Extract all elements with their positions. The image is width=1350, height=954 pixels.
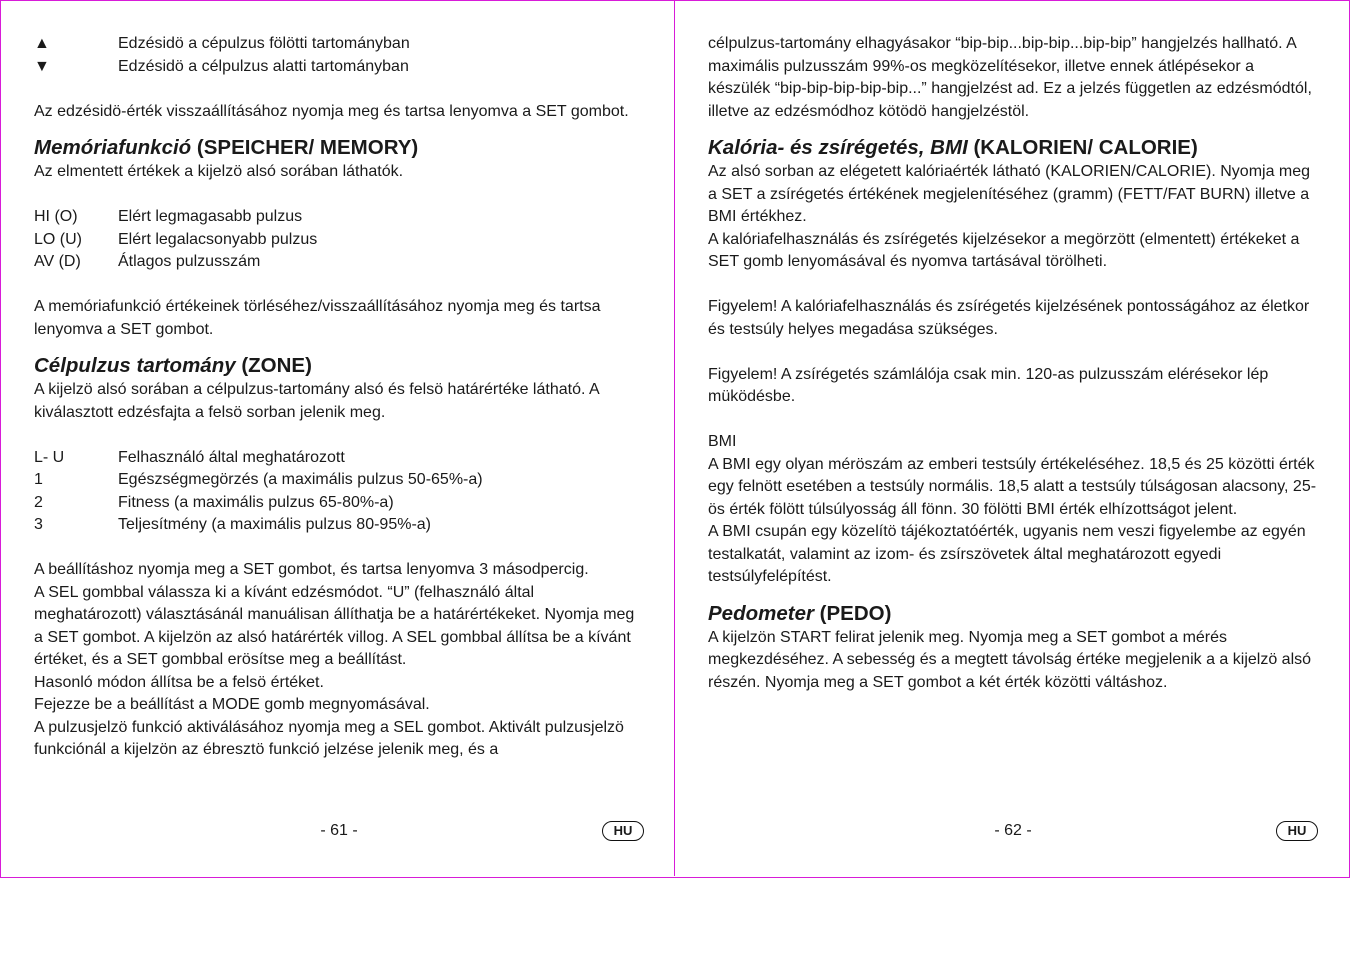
note-text: A zsírégetés számlálója csak min. 120-as pulzusszám elérésekor lép müködésbe. xyxy=(708,365,1269,405)
memory-intro: Az elmentett értékek a kijelzö alsó sorában láthatók. xyxy=(34,163,404,180)
arrow-down-row xyxy=(34,56,644,79)
zone-instruction: A pulzusjelzö funkció aktiválásához nyomja meg a SEL gombot. Aktivált pulzusjelzö funkciónál a kijelzön az ébresztö funkció jelzése jelenik meg, és a xyxy=(34,718,624,758)
right-footer xyxy=(708,818,1318,844)
zone-item xyxy=(34,447,644,470)
continuation-paragraph: célpulzus-tartomány elhagyásakor “bip-bip...bip-bip...bip-bip” hangjelzés hallható. A maximális pulzusszám 99%-os megközelítésekor, illetve ennek átlépésekor a készülék “bip-bip-bip-bip-bip...” hangjelzést ad. Ez a jelzés független az edzésmódtól, illetve az edzésmódhoz kötödö hangjelzéstöl. xyxy=(708,35,1312,120)
pedo-heading-title: Pedometer xyxy=(708,601,814,625)
calorie-heading-subtitle: (KALORIEN/ CALORIE) xyxy=(967,136,1198,159)
zone-instruction: Hasonló módon állítsa be a felsö értéket. xyxy=(34,673,324,691)
language-badge: HU xyxy=(602,821,644,841)
memory-item xyxy=(34,206,644,229)
zone-heading xyxy=(34,353,644,379)
calorie-heading xyxy=(708,135,1318,161)
zone-heading-title: Célpulzus tartomány xyxy=(34,354,236,377)
zone-item-key: 1 xyxy=(34,471,43,488)
pedo-paragraph: A kijelzön START felirat jelenik meg. Nyomja meg a SET gombot a mérés megkezdéséhez. A sebesség és a megtett távolság értéke megjelenik a a kijelzö alsó részén. Nyomja meg a SET gombot a két érték közötti váltáshoz. xyxy=(708,628,1312,691)
page-number: - 61 - xyxy=(320,822,358,839)
reset-paragraph: Az edzésidö-érték visszaállításához nyomja meg és tartsa lenyomva a SET gombot. xyxy=(34,102,629,120)
zone-heading-subtitle: (ZONE) xyxy=(235,354,312,377)
memory-heading-title: Memóriafunkció xyxy=(34,136,192,159)
memory-reset-paragraph: A memóriafunkció értékeinek törléséhez/visszaállításához nyomja meg és tartsa lenyomva a SET gombot. xyxy=(34,298,601,338)
page-number: - 62 - xyxy=(994,822,1032,839)
zone-item-key: 3 xyxy=(34,516,43,533)
zone-intro: A kijelzö alsó sorában a célpulzus-tartomány alsó és felsö határértéke látható. A kiválasztott edzésfajta a felsö sorban jelenik meg. xyxy=(34,381,599,421)
note-text: A kalóriafelhasználás és zsírégetés kijelzésének pontosságához az életkor és testsúly helyes megadása szükséges. xyxy=(708,298,1310,338)
language-badge: HU xyxy=(1276,821,1318,841)
zone-item-key: L- U xyxy=(34,448,65,466)
zone-item-value: Egészségmegörzés (a maximális pulzus 50-65%-a) xyxy=(118,471,483,488)
arrow-down-text: Edzésidö a célpulzus alatti tartományban xyxy=(118,57,409,75)
zone-item xyxy=(34,469,644,492)
zone-item xyxy=(34,514,644,537)
memory-item-key: HI (O) xyxy=(34,208,78,225)
arrow-up-text: Edzésidö a cépulzus fölötti tartományban xyxy=(118,35,410,52)
left-footer xyxy=(34,818,644,844)
arrow-down-icon: ▼ xyxy=(34,57,50,75)
memory-item-value: Elért legalacsonyabb pulzus xyxy=(118,230,318,248)
zone-item-value: Teljesítmény (a maximális pulzus 80-95%-a) xyxy=(118,516,431,533)
memory-item-key: AV (D) xyxy=(34,253,81,270)
calorie-heading-title: Kalória- és zsírégetés, BMI xyxy=(708,136,968,159)
zone-instruction: Fejezze be a beállítást a MODE gomb megnyomásával. xyxy=(34,696,430,713)
zone-item-value: Felhasználó által meghatározott xyxy=(118,448,345,466)
page-divider xyxy=(674,0,675,876)
zone-instruction: A beállításhoz nyomja meg a SET gombot, és tartsa lenyomva 3 másodpercig. xyxy=(34,561,589,578)
pedo-heading xyxy=(708,601,1318,627)
bmi-paragraph: A BMI egy olyan méröszám az emberi testsúly értékeléséhez. 18,5 és 25 közötti érték egy felnött esetében a testsúly normális. 18,5 alatt a testsúly túlságosan alacsony, 25-ös érték fölött túlsúlyosság áll fönn. 30 fölötti BMI érték elhízottságot jelent. xyxy=(708,455,1317,518)
bmi-title: BMI xyxy=(708,433,737,450)
arrow-up-row xyxy=(34,33,644,56)
memory-heading xyxy=(34,135,644,161)
zone-item-value: Fitness (a maximális pulzus 65-80%-a) xyxy=(118,493,394,511)
arrow-up-icon: ▲ xyxy=(34,35,50,52)
bmi-paragraph: A BMI csupán egy közelítö tájékoztatóérték, ugyanis nem veszi figyelembe az egyén testalkatát, valamint az izom- és zsírszövetek által meghatározott egyedi testsúlyfelépítést. xyxy=(708,523,1306,585)
memory-heading-subtitle: (SPEICHER/ MEMORY) xyxy=(191,136,419,159)
left-page xyxy=(34,33,644,762)
note-paragraph xyxy=(708,296,1318,341)
note-paragraph xyxy=(708,364,1318,409)
calorie-paragraph: A kalóriafelhasználás és zsírégetés kijelzésekor a megörzött (elmentett) értékeket a SET gomb lenyomásával és nyomva tartásával törölheti. xyxy=(708,230,1300,270)
memory-item-value: Elért legmagasabb pulzus xyxy=(118,208,303,225)
pedo-heading-subtitle: (PEDO) xyxy=(813,601,892,625)
zone-instruction: A SEL gombbal válassza ki a kívánt edzésmódot. “U” (felhasználó által meghatározott) választásánál manuálisan állíthatja be a határértékeket. Nyomja meg a SET gombot. A kijelzön az alsó határérték villog. A SEL gombbal állítsa be a kívánt értéket, és a SET gombbal erösítse meg a beállítást. xyxy=(34,583,635,668)
calorie-paragraph: Az alsó sorban az elégetett kalóriaérték látható (KALORIEN/CALORIE). Nyomja meg a SET a zsírégetés értékének megjelenítéséhez (gramm) (FETT/FAT BURN) illetve a BMI értékhez. xyxy=(708,163,1311,225)
memory-item-key: LO (U) xyxy=(34,230,82,248)
note-label: Figyelem! xyxy=(708,365,778,383)
zone-item xyxy=(34,492,644,515)
zone-item-key: 2 xyxy=(34,493,43,511)
memory-item xyxy=(34,251,644,274)
right-page xyxy=(708,33,1318,694)
memory-item xyxy=(34,229,644,252)
memory-item-value: Átlagos pulzusszám xyxy=(118,253,261,270)
note-label: Figyelem! xyxy=(708,298,778,315)
